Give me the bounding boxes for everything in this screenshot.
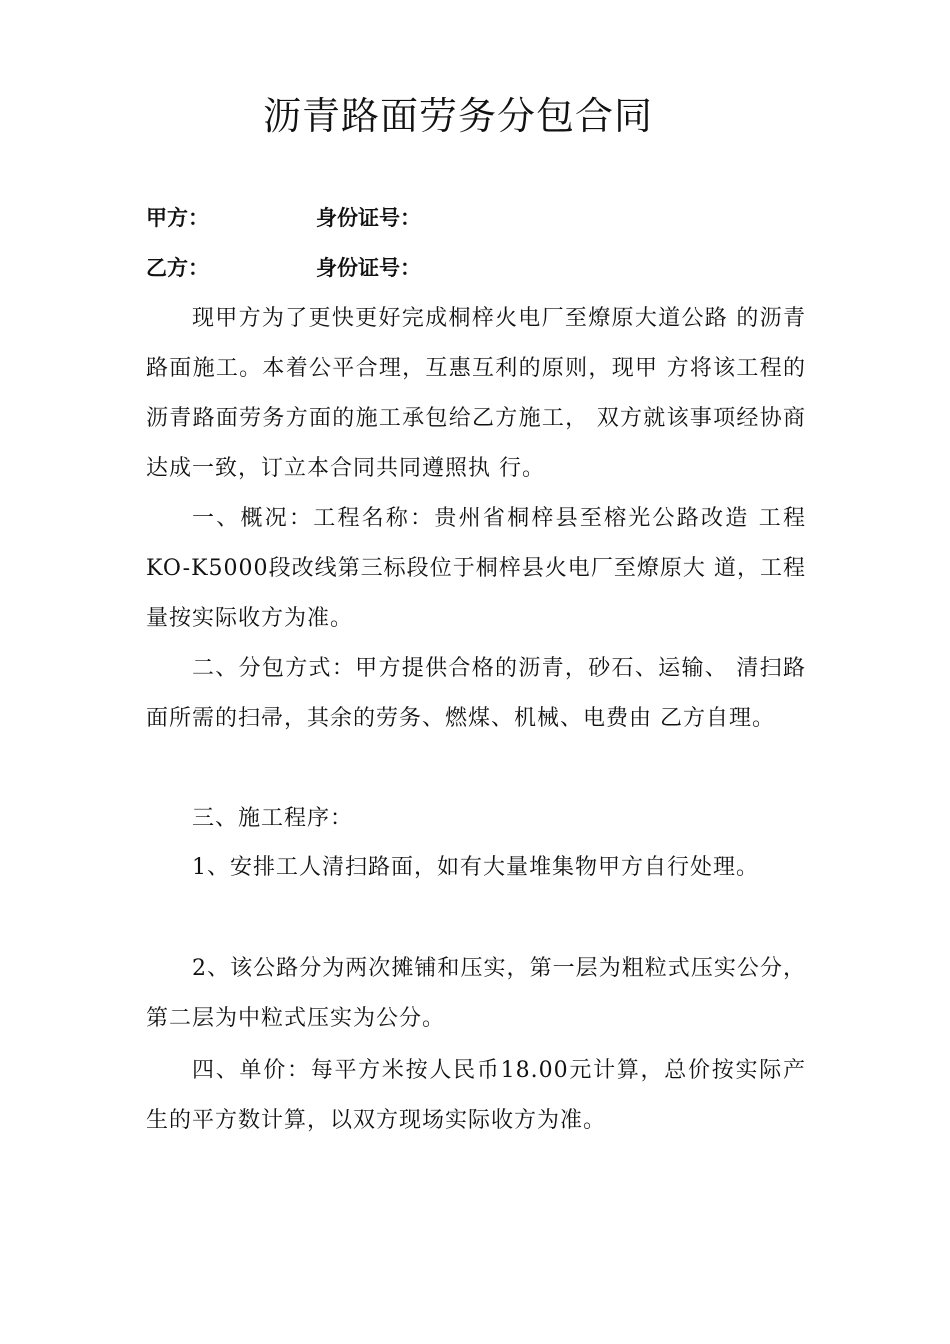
section-overview-paragraph: 一、概况：工程名称：贵州省桐梓县至榕光公路改造 工程KO-K5000段改线第三标段位于桐梓县火电厂至燎原大 道，工程量按实际收方为准。 bbox=[146, 506, 806, 631]
procedure-step-2: 2、该公路分为两次摊铺和压实，第一层为粗粒式压实公分，第二层为中粒式压实为公分。 bbox=[146, 956, 806, 1031]
party-b-label: 乙方： bbox=[146, 256, 209, 280]
section-unit-price-paragraph: 四、单价：每平方米按人民币18.00元计算，总价按实际产生的平方数计算，以双方现场实际收方为准。 bbox=[146, 1058, 806, 1133]
document-title: 沥青路面劳务分包合同 bbox=[262, 94, 653, 138]
section-subcontract-paragraph: 二、分包方式：甲方提供合格的沥青，砂石、运输、 清扫路面所需的扫帚，其余的劳务、燃煤、机械、电费由 乙方自理。 bbox=[146, 656, 806, 731]
procedure-step-1: 1、安排工人清扫路面，如有大量堆集物甲方自行处理。 bbox=[192, 855, 759, 880]
party-a-label: 甲方： bbox=[146, 206, 209, 230]
party-a-id-label: 身份证号： bbox=[316, 206, 421, 230]
section-procedure-heading: 三、施工程序： bbox=[192, 806, 354, 831]
intro-paragraph: 现甲方为了更快更好完成桐梓火电厂至燎原大道公路 的沥青路面施工。本着公平合理，互惠互利的原则，现甲 方将该工程的沥青路面劳务方面的施工承包给乙方施工， 双方就该事项经协商达成一致，订立本合同共同遵照执 行。 bbox=[146, 306, 806, 481]
party-b-id-label: 身份证号： bbox=[316, 256, 421, 280]
